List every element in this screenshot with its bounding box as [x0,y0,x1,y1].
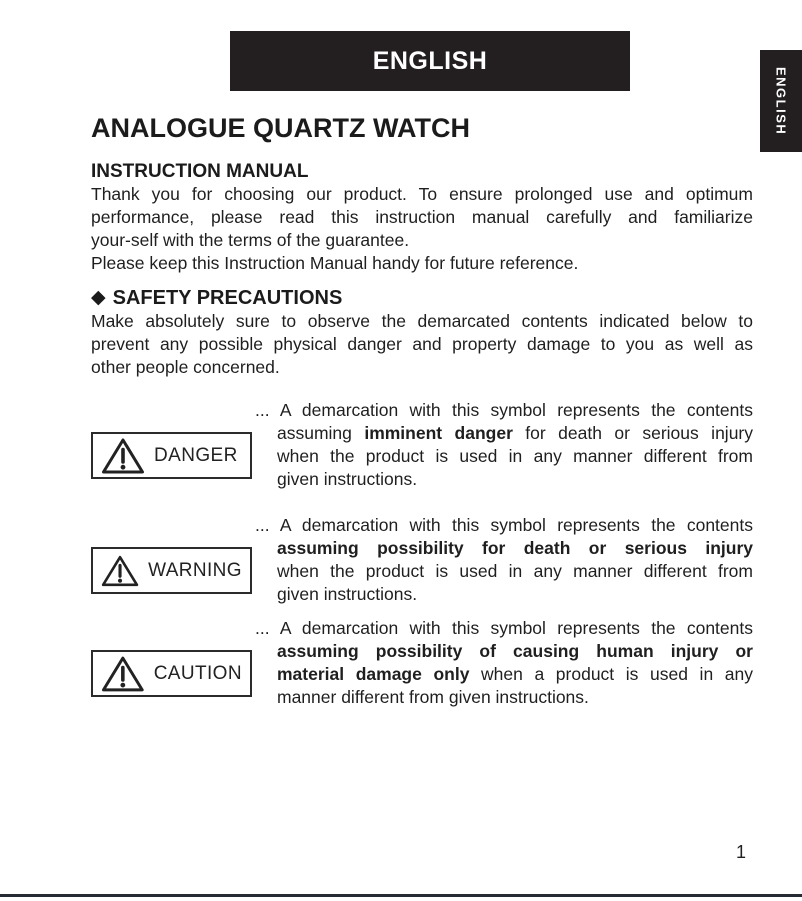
page-content [91,110,753,709]
danger-sign-box [91,432,252,479]
text-line: material damage only when a product is used in any [277,664,753,684]
text-line: performance, please read this instruction manual carefully and familiarize [91,207,753,227]
safety-paragraph [91,310,753,379]
safety-precautions-heading-label: SAFETY PRECAUTIONS [112,287,343,309]
warning-triangle-icon [101,437,145,475]
text-line: Please keep this Instruction Manual handy for future reference. [91,253,579,273]
text-line: ... A demarcation with this symbol represents the contents [255,515,753,535]
warning-box-column [91,514,255,606]
text-line: when the product is used in any manner different from [277,561,753,581]
text-line: manner different from given instructions. [277,687,589,707]
caution-row [91,617,753,709]
language-banner [230,31,630,91]
text-line: ... A demarcation with this symbol represents the contents [255,400,753,420]
warning-row [91,514,753,606]
text-line: your-self with the terms of the guarantee. [91,230,410,250]
diamond-bullet-icon: ◆ [91,287,106,308]
warning-sign-box [91,547,252,594]
language-side-tab [760,50,802,152]
text-line: other people concerned. [91,357,280,377]
danger-row [91,399,753,491]
language-banner-label: ENGLISH [372,46,488,75]
caution-box-column [91,617,255,709]
warning-legend-list [91,399,753,709]
caution-description [255,617,753,709]
text-line: assuming imminent danger for death or serious injury [277,423,753,443]
safety-precautions-heading [91,286,753,310]
warning-label: WARNING [148,560,242,581]
text-line: prevent any possible physical danger and property damage to you as well as [91,334,753,354]
page-number: 1 [736,842,747,862]
bottom-rule-divider [0,894,802,897]
text-line: assuming possibility for death or serious injury [277,538,753,558]
text-line: given instructions. [277,584,418,604]
caution-sign-box [91,650,252,697]
language-side-tab-label: ENGLISH [773,66,789,136]
warning-description [255,514,753,606]
danger-label: DANGER [154,445,238,466]
text-line: Thank you for choosing our product. To ensure prolonged use and optimum [91,184,753,204]
text-line: assuming possibility of causing human injury or [277,641,753,661]
warning-triangle-icon [101,655,145,693]
text-line: when the product is used in any manner different from [277,446,753,466]
danger-description [255,399,753,491]
text-line: given instructions. [277,469,418,489]
caution-label: CAUTION [153,663,242,684]
text-line: ... A demarcation with this symbol represents the contents [255,618,753,638]
page-title: ANALOGUE QUARTZ WATCH [91,113,470,143]
danger-box-column [91,399,255,491]
text-line: Make absolutely sure to observe the demarcated contents indicated below to [91,311,753,331]
instruction-manual-heading: INSTRUCTION MANUAL [91,161,309,182]
warning-triangle-icon [101,552,139,590]
intro-paragraph [91,183,753,275]
